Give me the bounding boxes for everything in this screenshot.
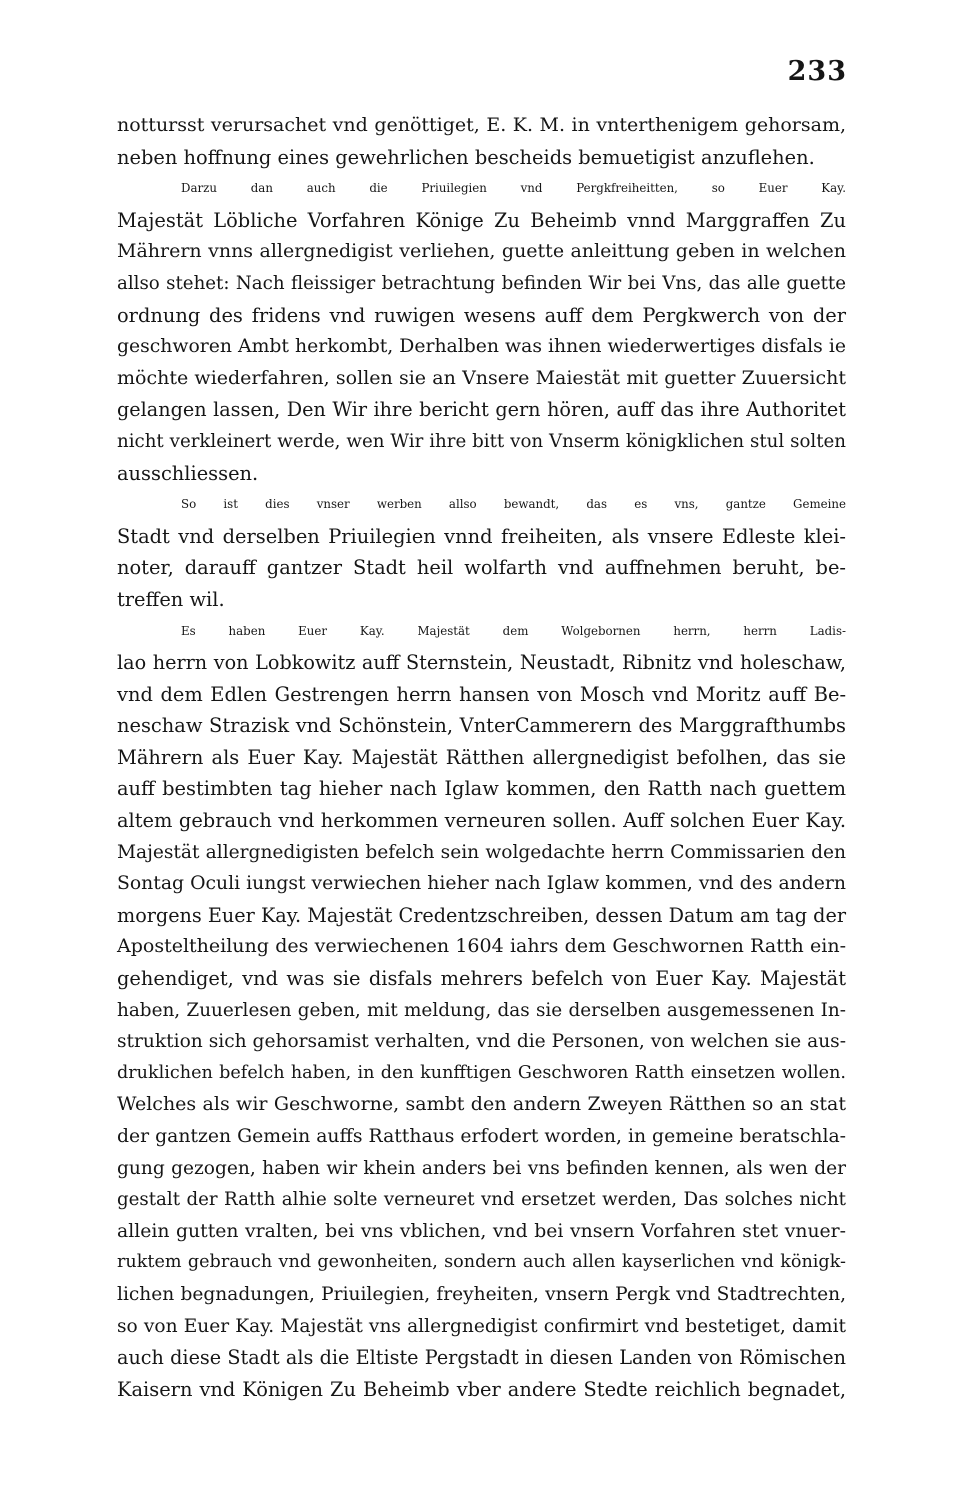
text-line: So ist dies vnser werben allso bewandt, das es vns, gantze Gemeine [181, 497, 846, 512]
text-line: gelangen lassen, Den Wir ihre bericht gern hören, auff das ihre Authoritet [117, 398, 846, 422]
text-line: struktion sich gehorsamist verhalten, vnd die Personen, von welchen sie aus- [117, 1031, 846, 1053]
text-line: lichen begnadungen, Priuilegien, freyheiten, vnsern Pergk vnd Stadtrechten, [117, 1283, 846, 1305]
text-line: ordnung des fridens vnd ruwigen wesens auff dem Pergkwerch von der [117, 303, 846, 327]
text-line: Majestät Löbliche Vorfahren Könige Zu Beheimb vnnd Marggraffen Zu [117, 208, 846, 232]
text-line: nottursst verursachet vnd genöttiget, E. K. M. in vnterthenigem gehorsam, [117, 114, 846, 136]
text-line: möchte wiederfahren, sollen sie an Vnsere Maiestät mit guetter Zuuersicht [117, 366, 846, 389]
text-line: nicht verkleinert werde, wen Wir ihre bitt von Vnserm königklichen stul solten [117, 430, 846, 452]
text-line: gestalt der Ratth alhie solte verneuret vnd ersetzet werden, Das solches nicht [117, 1189, 846, 1211]
text-line: auff bestimbten tag hieher nach Iglaw kommen, den Ratth nach guettem [117, 777, 846, 801]
text-line: Aposteltheilung des verwiechenen 1604 iahrs dem Geschwornen Ratth ein- [117, 935, 846, 958]
text-line: gehendiget, vnd was sie disfals mehrers befelch von Euer Kay. Majestät [117, 967, 846, 991]
text-line: ruktem gebrauch vnd gewonheiten, sondern auch allen kayserlichen vnd königk- [117, 1252, 846, 1273]
text-line: haben, Zuuerlesen geben, mit meldung, das sie derselben ausgemessenen In- [117, 999, 846, 1021]
text-line: vnd dem Edlen Gestrengen herrn hansen von Mosch vnd Moritz auff Be- [117, 682, 846, 706]
text-line: Mährern als Euer Kay. Majestät Rätthen allergnedigist befolhen, das sie [117, 745, 846, 769]
text-line: so von Euer Kay. Majestät vns allergnedigist confirmirt vnd bestetiget, damit [117, 1315, 846, 1337]
text-line: gung gezogen, haben wir khein anders bei vns befinden kennen, als wen der [117, 1157, 846, 1179]
text-line: allein gutten vralten, bei vns vblichen, vnd bei vnsern Vorfahren stet vnuer- [117, 1220, 846, 1242]
text-line: Majestät allergnedigisten befelch sein wolgedachte herrn Commissarien den [117, 841, 846, 863]
text-line: Darzu dan auch die Priuilegien vnd Pergkfreiheitten, so Euer Kay. [181, 181, 846, 196]
text-line: druklichen befelch haben, in den kunfftigen Geschworen Ratth einsetzen wollen. [117, 1062, 846, 1083]
body-text [117, 110, 846, 1405]
text-line: der gantzen Gemein auffs Ratthaus erfodert worden, in gemeine beratschla- [117, 1126, 846, 1147]
text-line: lao herrn von Lobkowitz auff Sternstein, Neustadt, Ribnitz vnd holeschaw, [117, 651, 846, 675]
text-line: Sontag Oculi iungst verwiechen hieher nach Iglaw kommen, vnd des andern [117, 873, 846, 895]
text-line: Welches als wir Geschworne, sambt den andern Zweyen Rätthen so an stat [117, 1093, 846, 1116]
text-line: ausschliessen. [117, 461, 259, 485]
text-line: Stadt vnd derselben Priuilegien vnnd freiheiten, als vnsere Edleste klei- [117, 524, 846, 548]
page-number: 233 [787, 56, 847, 87]
text-line: Kaisern vnd Königen Zu Beheimb vber andere Stedte reichlich begnadet, [117, 1377, 846, 1401]
text-line: neschaw Strazisk vnd Schönstein, VnterCammerern des Marggrafthumbs [117, 714, 846, 738]
text-line: Es haben Euer Kay. Majestät dem Wolgebornen herrn, herrn Ladis- [181, 623, 846, 638]
text-line: noter, darauff gantzer Stadt heil wolfarth vnd auffnehmen beruht, be- [117, 556, 846, 580]
text-line: morgens Euer Kay. Majestät Credentzschreiben, dessen Datum am tag der [117, 903, 846, 927]
text-line: auch diese Stadt als die Eltiste Pergstadt in diesen Landen von Römischen [117, 1346, 846, 1370]
text-line: geschworen Ambt herkombt, Derhalben was ihnen wiederwertiges disfals ie [117, 336, 846, 358]
text-line: neben hoffnung eines gewehrlichen bescheids bemuetigist anzuflehen. [117, 145, 815, 169]
text-line: treffen wil. [117, 587, 225, 611]
text-line: Mährern vnns allergnedigist verliehen, guette anleittung geben in welchen [117, 240, 846, 263]
text-line: allso stehet: Nach fleissiger betrachtung befinden Wir bei Vns, das alle guette [117, 272, 846, 294]
text-line: altem gebrauch vnd herkommen verneuren sollen. Auff solchen Euer Kay. [117, 809, 846, 833]
